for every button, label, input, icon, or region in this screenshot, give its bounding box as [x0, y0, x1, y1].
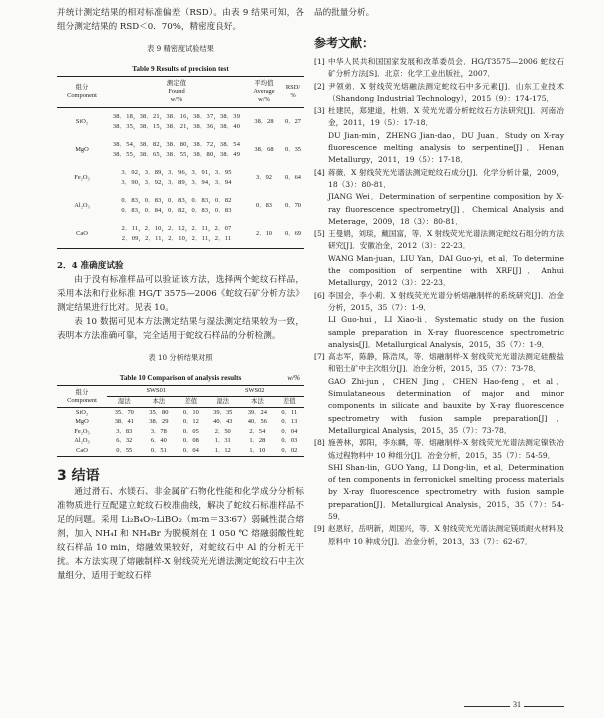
table10-cell: 6．40 — [150, 437, 167, 445]
table-row — [57, 446, 304, 456]
table9-cell-comp: CaO — [76, 230, 88, 237]
table10-cell: 3．78 — [150, 427, 167, 435]
table9 — [57, 76, 304, 249]
table9-header-row — [57, 77, 304, 108]
table9-cell-avg: 0．83 — [256, 202, 272, 209]
table10-cell: 0．55 — [116, 446, 133, 454]
table10-cell: 35．80 — [149, 408, 169, 416]
table10-cell-comp: CaO — [76, 446, 88, 454]
table9-caption-en: Table 9 Results of precision test — [132, 65, 229, 73]
table10-cell-comp: Fe₂O₃ — [74, 427, 90, 435]
reference-text: WANG Man-juan，LIU Yan，DAI Guo-yi，et al．To determine the composition of serpentine with XRF[J]．Anhui Metallurgy，2012（3）：22-23． — [328, 253, 564, 288]
reference-text: 高志军，陈静，陈浩凤，等．熔融制样-X 射线荧光光谱法测定硅酸盐和铝土矿中主次组分[J]．冶金分析，2015，35（7）：73-78． — [328, 352, 564, 374]
table10-cell: 0．51 — [150, 446, 167, 454]
table10-group-sws01: SWS01 — [107, 386, 205, 397]
table9-found-line2: 38．35，38．15，38．21，38．36，38．40 — [112, 123, 241, 130]
reference-number — [314, 462, 328, 523]
table10-cell: 2．50 — [214, 427, 231, 435]
table10-cell: 38．29 — [149, 418, 169, 426]
references-heading: 参考文献： — [314, 36, 375, 50]
table9-found-line1: 38．54，38．82，38．80，38．72，38．54 — [112, 141, 241, 148]
table10-col-component-cn: 组分 — [75, 388, 89, 396]
table10-cell: 0．02 — [281, 446, 298, 454]
table10 — [57, 385, 304, 457]
table9-col-average-unit: w/% — [258, 96, 270, 103]
reference-number: [8] — [314, 438, 325, 448]
table-row — [57, 164, 304, 192]
table10-col-wet: 湿法 — [107, 397, 142, 408]
table9-cell-rsd: 0．35 — [285, 146, 301, 153]
table9-col-found-unit: w/% — [170, 96, 183, 103]
reference-number — [314, 253, 328, 290]
reference-text: 中华人民共和国国家发展和改革委员会．HG/T3575—2006 蛇纹石矿分析方法[S]．北京：化学工业出版社，2007． — [328, 57, 564, 79]
reference-number — [314, 314, 328, 351]
reference-item — [314, 253, 564, 290]
reference-number — [314, 376, 328, 437]
reference-item — [314, 81, 564, 106]
page-number: 31 — [510, 700, 524, 709]
table10-header-row-1 — [57, 386, 304, 397]
table10-col-diff: 差值 — [275, 397, 304, 408]
table9-found-line2: 2．09，2．11，2．10，2．11，2．11 — [121, 235, 232, 242]
table10-cell: 0．13 — [281, 418, 298, 426]
table10-cell-comp: SiO₂ — [75, 408, 89, 416]
table-row — [57, 220, 304, 249]
section-2-4-paragraph-a: 由于没有标准样品可以验证该方法，选择两个蛇纹石样品，采用本法和行业标准 HG/T 3575—2006《蛇纹石矿分析方法》测定结果进行比对。见表 10。 — [57, 275, 304, 313]
table9-col-component-en: Component — [67, 92, 97, 99]
table9-col-average-cn: 平均值 — [254, 80, 274, 87]
reference-number: [5] — [314, 229, 325, 239]
section-2-4-heading: 2．4 准确度试验 — [57, 261, 124, 271]
table10-col-component — [57, 386, 107, 408]
table9-cell-found — [107, 136, 246, 164]
reference-number: [4] — [314, 167, 325, 177]
reference-item — [314, 437, 564, 462]
table9-col-found-cn: 测定值 — [166, 80, 187, 87]
table9-cell-rsd: 0．70 — [285, 202, 301, 209]
table-row — [57, 437, 304, 447]
table10-caption-en-row — [57, 373, 304, 383]
section-2-4-paragraph-b: 表 10 数据可见本方法测定结果与湿法测定结果较为一致，表明本方法准确可靠，完全适用于蛇纹石样品的分析检测。 — [57, 317, 304, 341]
table9-col-component — [57, 77, 107, 108]
table9-col-rsd-unit: % — [290, 92, 296, 99]
reference-item — [314, 228, 564, 253]
table10-col-wet: 湿法 — [205, 397, 240, 408]
reference-text: 施善林，郭阳，李东麟，等．熔融制样-X 射线荧光光谱法测定镍铁冶炼过程物料中 10 种组分[J]．冶金分析，2015，35（7）：54-59． — [328, 438, 564, 460]
reference-item — [314, 56, 564, 81]
reference-text: 蒋薇．X 射线荧光光谱法测定蛇纹石成分[J]．化学分析计量，2009，18（3）：80-81． — [328, 167, 564, 189]
table10-cell: 35．70 — [114, 408, 134, 416]
table9-cell-comp: SiO₂ — [75, 118, 89, 125]
table9-cell-rsd: 0．64 — [285, 174, 301, 181]
table10-col-this: 本法 — [240, 397, 275, 408]
table10-group-sws02: SWS02 — [205, 386, 304, 397]
table10-col-diff: 差值 — [176, 397, 205, 408]
reference-number: [7] — [314, 352, 325, 362]
reference-number: [6] — [314, 290, 325, 300]
intro-paragraph: 并统计测定结果的相对标准偏差（RSD）。由表 9 结果可知，各组分测定结果的 RSD＜0．70%，精密度良好。 — [57, 8, 304, 32]
table-row — [57, 192, 304, 220]
reference-item — [314, 462, 564, 523]
table10-cell: 0．03 — [281, 437, 298, 445]
left-column — [57, 6, 304, 583]
reference-item — [314, 376, 564, 437]
section-3-heading: 3 结语 — [57, 467, 100, 484]
reference-text: 李国会，李小莉．X 射线荧光光谱分析熔融制样的系统研究[J]．冶金分析，2015，35（7）：1-9． — [328, 290, 564, 312]
table9-found-line1: 0．83，0．83，0．83，0．83，0．82 — [121, 197, 232, 204]
table10-cell: 39．35 — [213, 408, 233, 416]
table10-caption-cn: 表 10 分析结果对照 — [148, 353, 213, 362]
table9-cell-found — [107, 164, 246, 192]
table9-found-line1: 2．11，2．10，2．12，2．11，2．07 — [121, 225, 232, 232]
table10-cell: 38．41 — [114, 418, 134, 426]
table10-caption-unit: w/% — [287, 374, 300, 382]
table10-cell: 1．10 — [249, 446, 266, 454]
reference-item — [314, 314, 564, 351]
table10-cell: 40．43 — [213, 418, 233, 426]
table9-cell-comp: Al₂O₃ — [74, 202, 90, 209]
reference-item — [314, 105, 564, 130]
table9-cell-avg: 3．92 — [256, 174, 272, 181]
reference-text: GAO Zhi-jun，CHEN Jing，CHEN Hao-feng，et al．Simulataneous determination of major and minor components in silicate and bauxite by X-ray fluorescence spectrometry with fusion sample preparation[J]．Metallurgical Analysis，2015，35（7）：73-78． — [328, 376, 564, 435]
table9-found-line2: 3．90，3．92，3．89，3．94，3．94 — [121, 179, 232, 186]
table9-cell-rsd: 0．27 — [285, 118, 301, 125]
reference-item — [314, 290, 564, 315]
table-row — [57, 418, 304, 428]
page-footer — [314, 700, 574, 712]
table-row — [57, 136, 304, 164]
table9-found-line2: 38．55，38．65，38．55，38．80，38．49 — [112, 151, 241, 158]
table10-cell: 0．05 — [182, 427, 199, 435]
reference-text: 尹领弟．X 射线荧光熔融法测定蛇纹石中多元素[J]．山东工业技术（Shandong Industrial Technology），2015（9）：174-175． — [328, 81, 564, 103]
table10-cell: 1．31 — [214, 437, 231, 445]
reference-number: [3] — [314, 106, 325, 116]
table9-col-found-en: Found — [168, 88, 185, 95]
table9-col-rsd — [282, 77, 304, 108]
table9-cell-avg: 38．68 — [254, 146, 274, 153]
table9-col-average-en: Average — [253, 88, 275, 95]
table10-cell: 0．08 — [182, 437, 199, 445]
table10-cell: 6．32 — [116, 437, 133, 445]
reference-text: 王曼娟，刘琰，戴国富，等．X 射线荧光光谱法测定蛇纹石组分的方法研究[J]．安徽冶金，2012（3）：22-23． — [328, 229, 564, 251]
reference-number — [314, 130, 328, 167]
reference-item — [314, 351, 564, 376]
table-row — [57, 408, 304, 418]
table9-cell-comp: MgO — [75, 146, 89, 153]
table10-cell: 0．04 — [281, 427, 298, 435]
reference-text: 赵恩好，岳明新，周国兴，等．X 射线荧光光谱法测定镁质耐火材料及原料中 10 种成分[J]．冶金分析，2013，33（7）：62-67． — [328, 524, 564, 546]
table9-cell-found — [107, 220, 246, 249]
table10-cell: 1．12 — [214, 446, 231, 454]
table-row — [57, 427, 304, 437]
reference-text: JIANG Wei．Determination of serpentine composition by X-ray fluorescence spectrometry[J]．Chemical Analysis and Meterage，2009，18（3）：80-81． — [328, 192, 564, 226]
table9-col-average — [246, 77, 282, 108]
reference-item — [314, 167, 564, 192]
table10-cell-comp: Al₂O₃ — [74, 437, 90, 445]
right-column — [314, 6, 564, 548]
continued-paragraph: 品的批量分析。 — [314, 8, 375, 18]
table10-cell: 1．28 — [249, 437, 266, 445]
reference-item — [314, 523, 564, 548]
table-row — [57, 108, 304, 137]
reference-item — [314, 191, 564, 228]
table9-cell-avg: 38．28 — [254, 118, 274, 125]
table10-cell: 3．83 — [116, 427, 133, 435]
reference-text: LI Guo-hui，LI Xiao-li．Systematic study on the fusion sample preparation in X-ray fluorescence spectrometric analysis[J]．Metallurgical Analysis，2015，35（7）：1-9． — [328, 315, 564, 349]
table10-cell: 2．54 — [249, 427, 266, 435]
table10-col-component-en: Component — [67, 396, 97, 404]
table9-caption-cn: 表 9 精密度试验结果 — [147, 44, 214, 53]
reference-number — [314, 191, 328, 228]
table10-cell-comp: MgO — [75, 418, 89, 426]
table10-cell: 0．12 — [182, 418, 199, 426]
table9-cell-comp: Fe₂O₃ — [74, 174, 90, 181]
table9-cell-found — [107, 108, 246, 137]
table9-found-line2: 0．83，0．84，0．82，0．83，0．83 — [121, 207, 232, 214]
section-3-paragraph: 通过滑石、水镁石、非金属矿石物化性能和化学成分分析标准物质进行互配建立蛇纹石校准曲线，解决了蛇纹石标准样品不足的问题。采用 Li₂B₄O₇-LiBO₂（m∶m＝33∶67）弱碱性混合熔剂，加入 NH₄I 和 NH₄Br 为脱模剂在 1 050 ℃ 熔融弱酸性蛇纹石样品 10 min，熔融效果较好，对蛇纹石中 Al 的分析无干扰。本方法实现了熔融制样-X 射线荧光光谱法测定蛇纹石中主次量组分，适用于蛇纹石样 — [57, 486, 304, 581]
reference-number: [9] — [314, 524, 325, 534]
reference-number: [2] — [314, 81, 325, 91]
table9-found-line1: 38．18，38．21，38．16，38．37，38．39 — [112, 113, 241, 120]
reference-text: DU Jian-min，ZHENG Jian-dao，DU Juan．Study on X-ray fluorescence melting analysis to serpentine[J]．Henan Metallurgy，2011，19（5）：17-18． — [328, 130, 564, 165]
reference-text: SHI Shan-lin，GUO Yang，LI Dong-lin，et al．Determination of ten components in ferronickel smelting process materials by X-ray fluorescence spectrometry with fusion sample preparation[J]．Metallurgical Analysis，2015，35（7）：54-59． — [328, 462, 564, 521]
table10-cell: 0．11 — [281, 408, 298, 416]
references-list — [314, 56, 564, 548]
table10-cell: 0．04 — [182, 446, 199, 454]
table9-col-found — [107, 77, 246, 108]
table9-cell-rsd: 0．69 — [285, 230, 301, 237]
table10-cell: 0．10 — [182, 408, 199, 416]
reference-number: [1] — [314, 57, 325, 66]
reference-text: 杜建民，郑建道，杜娟．X 荧光光谱分析蛇纹石方法研究[J]．河南冶金，2011，19（5）：17-18． — [328, 106, 564, 128]
table9-cell-avg: 2．10 — [256, 230, 272, 237]
table10-cell: 40．56 — [247, 418, 267, 426]
table9-cell-found — [107, 192, 246, 220]
table9-col-rsd-label: RSD/ — [285, 84, 301, 91]
table10-col-this: 本法 — [142, 397, 177, 408]
table9-col-component-cn: 组分 — [75, 84, 89, 91]
table10-caption-en: Table 10 Comparison of analysis results — [119, 374, 242, 382]
table9-found-line1: 3．92，3．89，3．96，3．91，3．95 — [121, 169, 232, 176]
reference-item — [314, 130, 564, 167]
table10-cell: 39．24 — [247, 408, 267, 416]
